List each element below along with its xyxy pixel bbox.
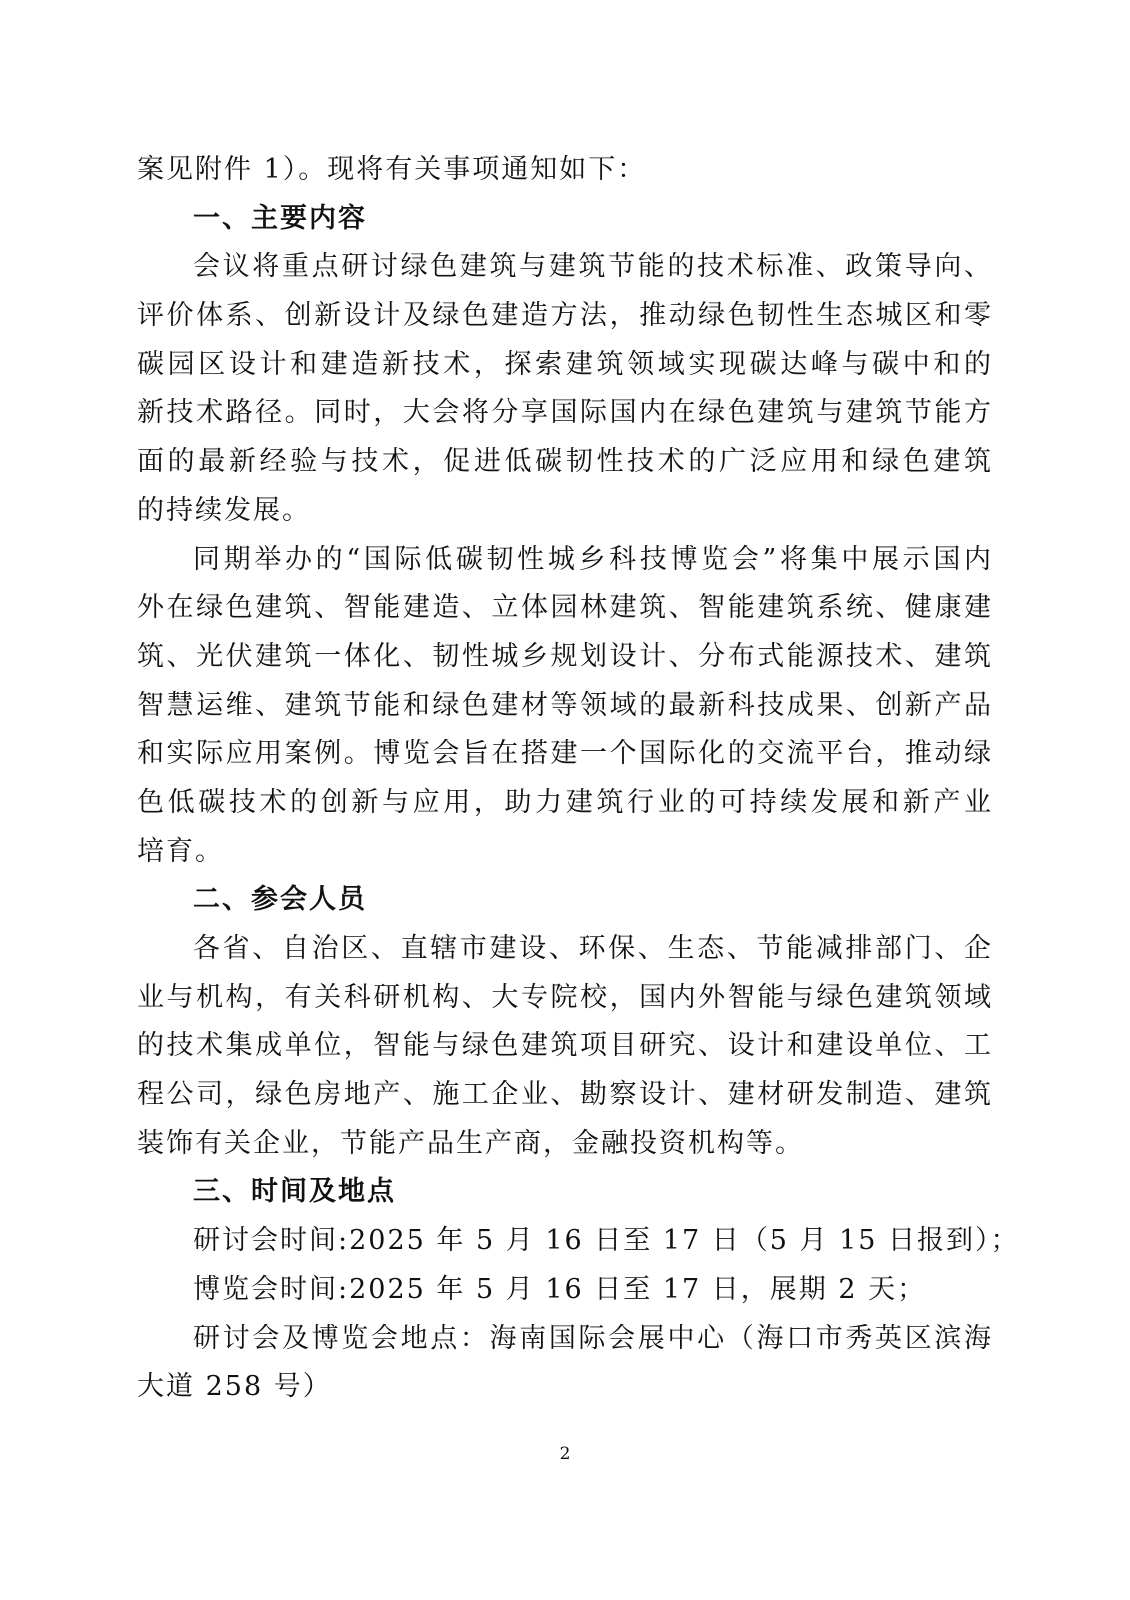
page-number: 2 <box>559 1444 571 1464</box>
body-text-line: 同期举办的“国际低碳韧性城乡科技博览会”将集中展示国内 <box>193 543 993 575</box>
body-text-line: 面的最新经验与技术，促进低碳韧性技术的广泛应用和绿色建筑 <box>137 446 993 478</box>
body-text-line: 研讨会及博览会地点：海南国际会展中心（海口市秀英区滨海 <box>193 1322 993 1354</box>
body-text-line: 外在绿色建筑、智能建造、立体园林建筑、智能建筑系统、健康建 <box>137 592 993 624</box>
body-text-line: 装饰有关企业，节能产品生产商，金融投资机构等。 <box>137 1127 804 1159</box>
body-text-line: 的持续发展。 <box>137 494 311 526</box>
body-text-line: 筑、光伏建筑一体化、韧性城乡规划设计、分布式能源技术、建筑 <box>137 640 993 672</box>
body-text-line: 会议将重点研讨绿色建筑与建筑节能的技术标准、政策导向、 <box>193 251 993 283</box>
document-body <box>137 154 1020 1422</box>
body-text-line: 的技术集成单位，智能与绿色建筑项目研究、设计和建设单位、工 <box>137 1030 993 1062</box>
body-text-line: 培育。 <box>137 835 224 867</box>
body-text-line: 智慧运维、建筑节能和绿色建材等领域的最新科技成果、创新产品 <box>137 689 993 721</box>
body-text-line: 和实际应用案例。博览会旨在搭建一个国际化的交流平台，推动绿 <box>137 738 993 770</box>
body-text-line: 各省、自治区、直辖市建设、环保、生态、节能减排部门、企 <box>193 933 993 964</box>
body-text-line: 业与机构，有关科研机构、大专院校，国内外智能与绿色建筑领域 <box>137 981 993 1013</box>
body-text-line: 案见附件 1）。现将有关事项通知如下： <box>137 154 647 185</box>
section-heading: 二、参会人员 <box>193 884 367 916</box>
section-heading: 一、主要内容 <box>193 202 367 234</box>
body-text-line: 大道 258 号） <box>137 1371 332 1403</box>
body-text-line: 评价体系、创新设计及绿色建造方法，推动绿色韧性生态城区和零 <box>137 300 993 332</box>
body-text-line: 碳园区设计和建造新技术，探索建筑领域实现碳达峰与碳中和的 <box>137 348 993 380</box>
body-text-line: 研讨会时间:2025 年 5 月 16 日至 17 日（5 月 15 日报到）； <box>193 1225 1020 1257</box>
section-heading: 三、时间及地点 <box>193 1176 396 1208</box>
body-text-line: 博览会时间:2025 年 5 月 16 日至 17 日，展期 2 天； <box>193 1273 927 1305</box>
body-text-line: 新技术路径。同时，大会将分享国际国内在绿色建筑与建筑节能方 <box>137 397 993 429</box>
body-text-line: 色低碳技术的创新与应用，助力建筑行业的可持续发展和新产业 <box>137 786 993 818</box>
body-text-line: 程公司，绿色房地产、施工企业、勘察设计、建材研发制造、建筑 <box>137 1079 993 1111</box>
